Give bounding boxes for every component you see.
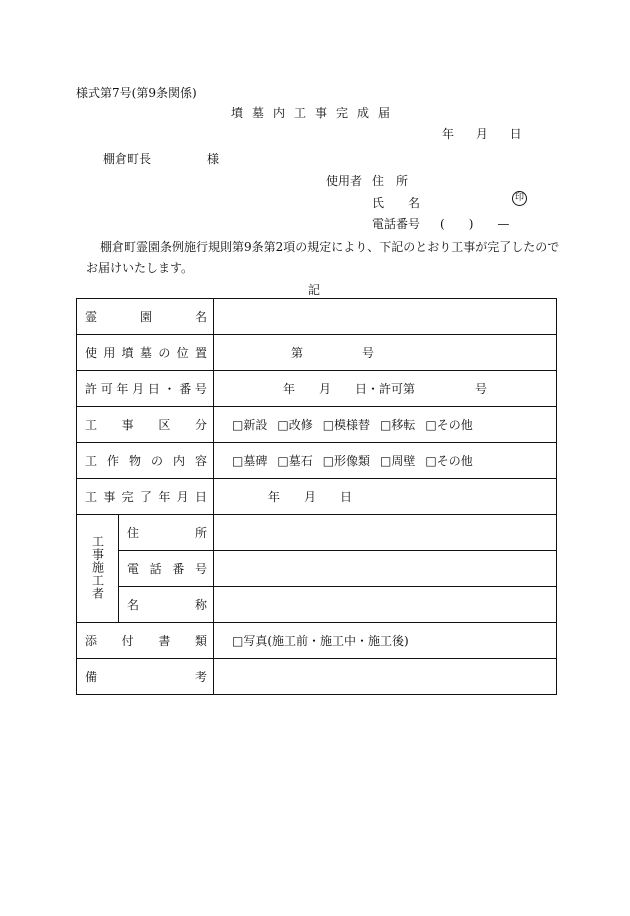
completion-date-text: 年 月 日 xyxy=(268,490,353,504)
label-char: 作 xyxy=(107,454,120,468)
permit-label xyxy=(85,380,207,397)
label-char: 年 xyxy=(158,490,171,504)
label-char: 号 xyxy=(194,382,207,396)
structure-label-cell xyxy=(77,443,214,479)
contractor-name-label xyxy=(127,596,207,613)
checkbox-photos[interactable]: □写真(施工前・施工中・施工後) xyxy=(232,634,409,648)
label-char: 日 xyxy=(194,490,207,504)
form-title: 墳墓内工事完成届 xyxy=(230,106,399,120)
label-char: 付 xyxy=(121,634,134,648)
applicant-phone-label: 電話番号 xyxy=(372,217,421,231)
table-row xyxy=(77,587,557,623)
table-row xyxy=(77,479,557,515)
label-char: 工 xyxy=(85,418,98,432)
checkbox-structure-other[interactable]: □その他 xyxy=(425,454,473,468)
table-row xyxy=(77,335,557,371)
contractor-phone-label-cell xyxy=(119,551,214,587)
completion-label-cell xyxy=(77,479,214,515)
label-char: 了 xyxy=(139,490,152,504)
label-char: 考 xyxy=(195,670,208,684)
label-char: 称 xyxy=(195,598,208,612)
seal-mark: 印 xyxy=(512,191,527,206)
label-char: 容 xyxy=(195,454,208,468)
label-char: 話 xyxy=(149,562,162,576)
applicant-address-label: 住 所 xyxy=(372,174,409,188)
label-char: 住 xyxy=(127,526,140,540)
honorific: 様 xyxy=(207,152,220,166)
label-char: 完 xyxy=(121,490,134,504)
submission-date: 年 月 日 xyxy=(442,127,522,141)
table-row xyxy=(77,515,557,551)
contractor-name-value[interactable] xyxy=(214,587,557,623)
checkbox-relocation[interactable]: □移転 xyxy=(380,418,416,432)
label-char: 年 xyxy=(116,382,129,396)
completion-form-table xyxy=(76,298,557,695)
label-char: ・ xyxy=(163,382,176,396)
label-char: 電 xyxy=(127,562,140,576)
label-char: 工 xyxy=(85,490,98,504)
ki-heading: 記 xyxy=(308,283,321,297)
form-number: 様式第7号(第9条関係) xyxy=(76,86,197,100)
label-char: 墳 xyxy=(121,346,134,360)
location-label-cell xyxy=(77,335,214,371)
table-row xyxy=(77,623,557,659)
label-char: 分 xyxy=(194,418,207,432)
applicant-phone xyxy=(372,215,509,232)
location-dai: 第 xyxy=(291,346,304,360)
permit-value-text: 年 月 日・許可第 号 xyxy=(283,382,488,396)
work-type-label-cell xyxy=(77,407,214,443)
attachments-label-cell xyxy=(77,623,214,659)
permit-value[interactable] xyxy=(214,371,557,407)
body-text-line-1: 棚倉町霊園条例施行規則第9条第2項の規定により、下記のとおり工事が完了したので xyxy=(100,240,560,254)
contractor-name-label-cell xyxy=(119,587,214,623)
location-go: 号 xyxy=(362,346,375,360)
checkbox-remodel[interactable]: □模様替 xyxy=(322,418,371,432)
table-row xyxy=(77,659,557,695)
remarks-label-cell xyxy=(77,659,214,695)
checkbox-statues[interactable]: □形像類 xyxy=(322,454,371,468)
label-char: 番 xyxy=(172,562,185,576)
checkbox-other[interactable]: □その他 xyxy=(425,418,473,432)
label-char: 月 xyxy=(176,490,189,504)
cemetery-value[interactable] xyxy=(214,299,557,335)
work-type-label xyxy=(85,416,207,433)
label-char: 許 xyxy=(85,382,98,396)
label-char: の xyxy=(158,346,171,360)
label-char: 類 xyxy=(194,634,207,648)
work-type-options xyxy=(214,407,557,443)
location-label xyxy=(85,344,207,361)
label-char: 添 xyxy=(85,634,98,648)
label-char: 番 xyxy=(179,382,192,396)
table-row xyxy=(77,443,557,479)
attachments-label xyxy=(85,632,207,649)
label-char: 工 xyxy=(85,454,98,468)
label-char: 事 xyxy=(121,418,134,432)
label-char: 所 xyxy=(195,526,208,540)
checkbox-surrounding-wall[interactable]: □周壁 xyxy=(380,454,416,468)
checkbox-new[interactable]: □新設 xyxy=(232,418,268,432)
label-char: 内 xyxy=(173,454,186,468)
structure-label xyxy=(85,452,207,469)
contractor-phone-value[interactable] xyxy=(214,551,557,587)
contractor-group-cell xyxy=(77,515,119,623)
table-row xyxy=(77,551,557,587)
remarks-label xyxy=(85,668,207,685)
table-row xyxy=(77,299,557,335)
label-char: 事 xyxy=(103,490,116,504)
remarks-value[interactable] xyxy=(214,659,557,695)
addressee-name: 棚倉町長 xyxy=(103,152,152,166)
label-char: 置 xyxy=(194,346,207,360)
label-char: 位 xyxy=(176,346,189,360)
checkbox-renovation[interactable]: □改修 xyxy=(277,418,313,432)
contractor-address-label-cell xyxy=(119,515,214,551)
label-char: 用 xyxy=(103,346,116,360)
body-text-line-2: お届けいたします。 xyxy=(86,261,194,275)
attachments-value xyxy=(214,623,557,659)
completion-label xyxy=(85,488,207,505)
label-char: 園 xyxy=(140,310,153,324)
checkbox-gravestone[interactable]: □墓石 xyxy=(277,454,313,468)
addressee xyxy=(103,150,219,167)
cemetery-label xyxy=(85,308,207,325)
location-value[interactable] xyxy=(214,335,557,371)
contractor-address-label xyxy=(127,524,207,541)
label-char: 月 xyxy=(132,382,145,396)
table-row xyxy=(77,371,557,407)
label-char: 可 xyxy=(100,382,113,396)
applicant-phone-value: ( ) — xyxy=(440,217,510,231)
label-char: 名 xyxy=(127,598,140,612)
contractor-label: 工事施工者 xyxy=(90,534,105,600)
label-char: 使 xyxy=(85,346,98,360)
label-char: 物 xyxy=(129,454,142,468)
label-char: 書 xyxy=(158,634,171,648)
label-char: 区 xyxy=(158,418,171,432)
label-char: 号 xyxy=(194,562,207,576)
checkbox-tombstone-monument[interactable]: □墓碑 xyxy=(232,454,268,468)
table-row xyxy=(77,407,557,443)
label-char: 名 xyxy=(195,310,208,324)
permit-label-cell xyxy=(77,371,214,407)
applicant-label: 使用者 xyxy=(326,174,363,188)
label-char: 日 xyxy=(147,382,160,396)
label-char: 墓 xyxy=(139,346,152,360)
cemetery-label-cell xyxy=(77,299,214,335)
contractor-address-value[interactable] xyxy=(214,515,557,551)
contractor-phone-label xyxy=(127,560,207,577)
applicant-name-label: 氏 名 xyxy=(372,196,421,210)
completion-date-value[interactable] xyxy=(214,479,557,515)
label-char: の xyxy=(151,454,164,468)
label-char: 備 xyxy=(85,670,98,684)
label-char: 霊 xyxy=(85,310,98,324)
structure-options xyxy=(214,443,557,479)
